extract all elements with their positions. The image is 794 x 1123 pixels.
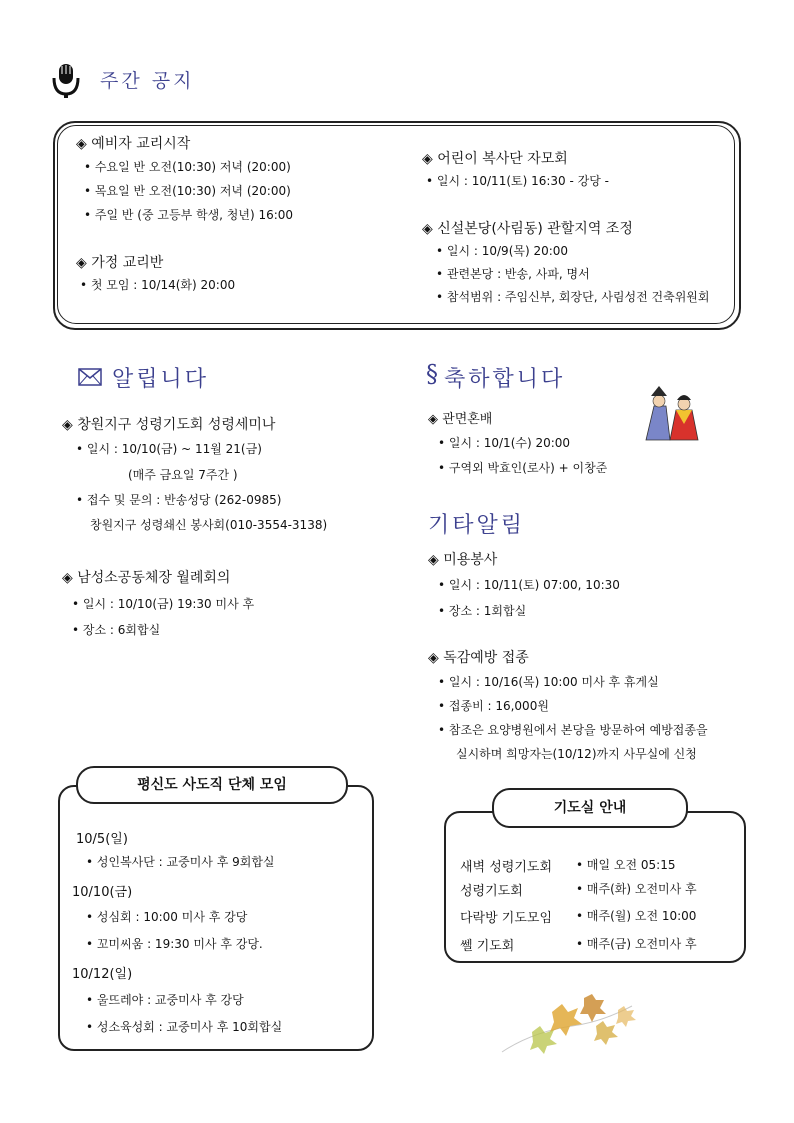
wedding-couple-illustration <box>640 384 702 442</box>
seminar-line: 창원지구 성령쇄신 봉사회(010-3554-3138) <box>90 518 328 532</box>
prayer-room-time: • 매주(월) 오전 10:00 <box>576 909 697 923</box>
seminar-line: • 접수 및 문의 : 반송성당 (262-0985) <box>76 493 282 507</box>
prayer-room-name: 성령기도회 <box>460 884 523 899</box>
prayer-room-name: 새벽 성령기도회 <box>460 860 553 875</box>
lay-groups-date: 10/10(금) <box>72 885 133 900</box>
prayer-room-time: • 매주(금) 오전미사 후 <box>576 937 697 951</box>
congrats-title: 축하합니다 <box>444 367 566 392</box>
catechumen-item: • 목요일 반 오전(10:30) 저녁 (20:00) <box>84 184 291 198</box>
catechumen-heading: ◈ 예비자 교리시작 <box>76 136 191 152</box>
family-item: • 첫 모임 : 10/14(화) 20:00 <box>80 278 236 292</box>
children-item: • 일시 : 10/11(토) 16:30 - 강당 - <box>426 174 609 188</box>
wedding-line: • 구역외 박효인(로사) + 이창준 <box>438 461 608 475</box>
children-heading: ◈ 어린이 복사단 자모회 <box>422 151 568 167</box>
new-parish-heading: ◈ 신설본당(사림동) 관할지역 조정 <box>422 221 633 237</box>
envelope-icon <box>78 368 102 386</box>
catechumen-item: • 수요일 반 오전(10:30) 저녁 (20:00) <box>84 160 291 174</box>
section-symbol-icon: § <box>426 360 438 388</box>
lay-groups-date: 10/5(일) <box>76 832 128 847</box>
monthly-meeting-line: • 일시 : 10/10(금) 19:30 미사 후 <box>72 597 255 611</box>
page-title: 주간 공지 <box>100 70 195 92</box>
flu-heading: ◈ 독감예방 접종 <box>428 650 529 666</box>
catechumen-item: • 주일 반 (중 고등부 학생, 청년) 16:00 <box>84 208 294 222</box>
new-parish-item: • 일시 : 10/9(목) 20:00 <box>436 244 569 258</box>
seminar-heading: ◈ 창원지구 성령기도회 성령세미나 <box>62 417 276 433</box>
prayer-room-time: • 매주(화) 오전미사 후 <box>576 882 697 896</box>
wedding-heading: ◈ 관면혼배 <box>428 412 493 427</box>
seminar-line: (매주 금요일 7주간 ) <box>128 468 238 482</box>
monthly-meeting-line: • 장소 : 6회합실 <box>72 623 161 637</box>
prayer-room-time: • 매일 오전 05:15 <box>576 858 676 872</box>
autumn-leaves-illustration <box>492 992 644 1058</box>
flu-line: 실시하며 희망자는(10/12)까지 사무실에 신청 <box>456 747 697 761</box>
beauty-heading: ◈ 미용봉사 <box>428 552 498 568</box>
beauty-line: • 일시 : 10/11(토) 07:00, 10:30 <box>438 578 620 592</box>
new-parish-item: • 관련본당 : 반송, 사파, 명서 <box>436 267 590 281</box>
flu-line: • 참조은 요양병원에서 본당을 방문하여 예방접종을 <box>438 723 708 737</box>
lay-groups-date: 10/12(일) <box>72 967 133 982</box>
lay-groups-title: 평신도 사도직 단체 모임 <box>76 766 348 804</box>
flu-line: • 접종비 : 16,000원 <box>438 699 549 713</box>
lay-groups-item: • 울뜨레야 : 교중미사 후 강당 <box>86 993 244 1007</box>
lay-groups-item: • 성소육성회 : 교중미사 후 10회합실 <box>86 1020 283 1034</box>
microphone-icon <box>50 62 82 98</box>
flu-line: • 일시 : 10/16(목) 10:00 미사 후 휴게실 <box>438 675 659 689</box>
lay-groups-item: • 성인복사단 : 교중미사 후 9회합실 <box>86 855 275 869</box>
wedding-line: • 일시 : 10/1(수) 20:00 <box>438 436 571 450</box>
announce-title: 알립니다 <box>112 367 210 392</box>
monthly-meeting-heading: ◈ 남성소공동체장 월례회의 <box>62 570 231 586</box>
new-parish-item: • 참석범위 : 주임신부, 회장단, 사림성전 건축위원회 <box>436 290 710 304</box>
prayer-room-title: 기도실 안내 <box>492 788 688 828</box>
seminar-line: • 일시 : 10/10(금) ~ 11월 21(금) <box>76 442 262 456</box>
family-heading: ◈ 가정 교리반 <box>76 255 164 271</box>
lay-groups-item: • 꼬미씨움 : 19:30 미사 후 강당. <box>86 937 263 951</box>
other-title: 기타알림 <box>428 513 526 538</box>
beauty-line: • 장소 : 1회합실 <box>438 604 527 618</box>
prayer-room-name: 다락방 기도모임 <box>460 911 553 926</box>
prayer-room-name: 쎌 기도회 <box>460 939 515 954</box>
lay-groups-item: • 성심회 : 10:00 미사 후 강당 <box>86 910 248 924</box>
